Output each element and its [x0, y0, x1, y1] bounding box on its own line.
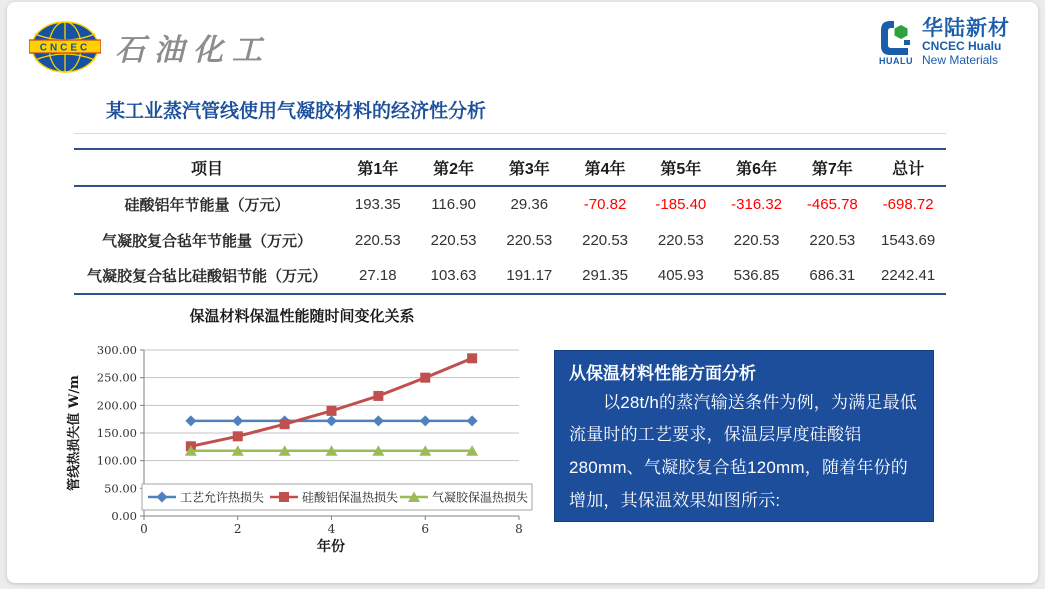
legend-label: 工艺允许热损失 [180, 490, 265, 505]
hualu-mark-icon [876, 18, 916, 58]
hualu-logo [876, 18, 1010, 68]
cell: 116.90 [431, 196, 476, 213]
x-axis-label: 年份 [317, 539, 345, 555]
square-marker [280, 419, 290, 429]
row-label: 气凝胶复合毡比硅酸铝节能（万元） [86, 268, 327, 285]
cell-negative: -185.40 [655, 196, 707, 213]
cell: 27.18 [359, 267, 397, 284]
hualu-mark-label: HUALU [879, 56, 913, 66]
y-tick-label: 150.00 [96, 426, 137, 440]
y-tick-label: 250.00 [96, 370, 137, 385]
diamond-marker [420, 415, 431, 426]
square-marker [420, 373, 430, 383]
cell: 220.53 [430, 231, 477, 249]
col-header-year4: 第4年 [584, 161, 626, 178]
table-row [74, 186, 946, 222]
title-divider [74, 133, 946, 134]
table-header-row [74, 149, 946, 186]
hualu-name-en1: CNCEC Hualu [922, 39, 1002, 54]
cell: 291.35 [582, 267, 629, 284]
y-tick-label: 300.00 [96, 343, 137, 357]
cell: 405.93 [657, 267, 704, 284]
square-marker [233, 431, 243, 441]
y-tick-label: 0.00 [111, 509, 137, 523]
diamond-marker [185, 415, 196, 426]
col-header-total: 总计 [892, 161, 925, 178]
hualu-mark [876, 18, 916, 66]
x-tick-label: 2 [233, 522, 242, 536]
row-label: 硅酸铝年节能量（万元） [124, 197, 290, 214]
y-tick-label: 100.00 [96, 453, 137, 468]
page-title: 某工业蒸汽管线使用气凝胶材料的经济性分析 [106, 101, 487, 122]
hualu-name-en2: New Materials [922, 52, 999, 67]
cell-negative: -316.32 [731, 196, 783, 213]
legend-label: 硅酸铝保温热损失 [302, 490, 399, 505]
analysis-body: 以28t/h的蒸汽输送条件为例，为满足最低流量时的工艺要求，保温层厚度硅酸铝280mm、气凝胶复合毡120mm，随着年份的增加，其保温效果如图所示: [569, 392, 918, 510]
cell: 220.53 [733, 231, 780, 249]
row-label: 气凝胶复合毡年节能量（万元） [101, 232, 312, 250]
table-row [74, 258, 946, 294]
cell: 686.31 [809, 267, 856, 284]
cell-negative: -70.82 [583, 196, 627, 213]
chart-title: 保温材料保温性能随时间变化关系 [189, 307, 415, 325]
y-tick-label: 50.00 [104, 481, 137, 496]
col-header-item: 项目 [190, 161, 223, 178]
col-header-year7: 第7年 [811, 161, 853, 178]
hualu-text-block [922, 18, 1010, 68]
brand-text: 石油化工 [115, 33, 271, 68]
square-marker [327, 406, 337, 416]
cell: 220.53 [657, 231, 704, 249]
cell: 220.53 [582, 231, 629, 249]
line-chart [62, 338, 542, 570]
diamond-marker [373, 415, 384, 426]
cell: 220.53 [354, 231, 401, 249]
analysis-heading: 从保温材料性能方面分析 [569, 364, 756, 383]
cell: 2242.41 [880, 267, 936, 284]
cell: 220.53 [809, 231, 856, 249]
x-tick-label: 4 [327, 522, 336, 536]
cncec-emblem-text: CNCEC [39, 42, 91, 54]
cell: 193.35 [354, 196, 401, 213]
cell: 220.53 [506, 231, 553, 249]
cell: 191.17 [506, 267, 553, 284]
cell: 536.85 [733, 267, 780, 284]
diamond-marker [232, 415, 243, 426]
hualu-name-cn: 华陆新材 [922, 17, 1010, 40]
economics-table [74, 148, 946, 295]
cell-negative: -698.72 [882, 196, 934, 213]
col-header-year1: 第1年 [357, 161, 399, 178]
cell: 29.36 [510, 196, 549, 213]
x-tick-label: 8 [515, 522, 523, 536]
cell: 103.63 [430, 267, 477, 284]
square-marker [279, 492, 289, 502]
square-marker [467, 353, 477, 363]
slide [7, 2, 1038, 583]
y-tick-label: 200.00 [96, 398, 137, 413]
analysis-box [554, 350, 934, 522]
col-header-year6: 第6年 [736, 161, 778, 178]
diamond-marker [467, 415, 478, 426]
legend-label: 气凝胶保温热损失 [432, 490, 529, 505]
x-tick-label: 6 [421, 522, 430, 536]
col-header-year2: 第2年 [433, 161, 475, 178]
cncec-globe-icon [29, 20, 101, 74]
col-header-year3: 第3年 [508, 161, 550, 178]
cell-negative: -465.78 [806, 196, 858, 213]
cncec-logo [29, 20, 271, 74]
diamond-marker [326, 415, 337, 426]
x-tick-label: 0 [140, 522, 148, 536]
table-row [74, 222, 946, 258]
y-axis-label: 管线热损失值 W/m [67, 375, 82, 491]
square-marker [373, 391, 383, 401]
col-header-year5: 第5年 [660, 161, 702, 178]
cell: 1543.69 [880, 231, 936, 249]
